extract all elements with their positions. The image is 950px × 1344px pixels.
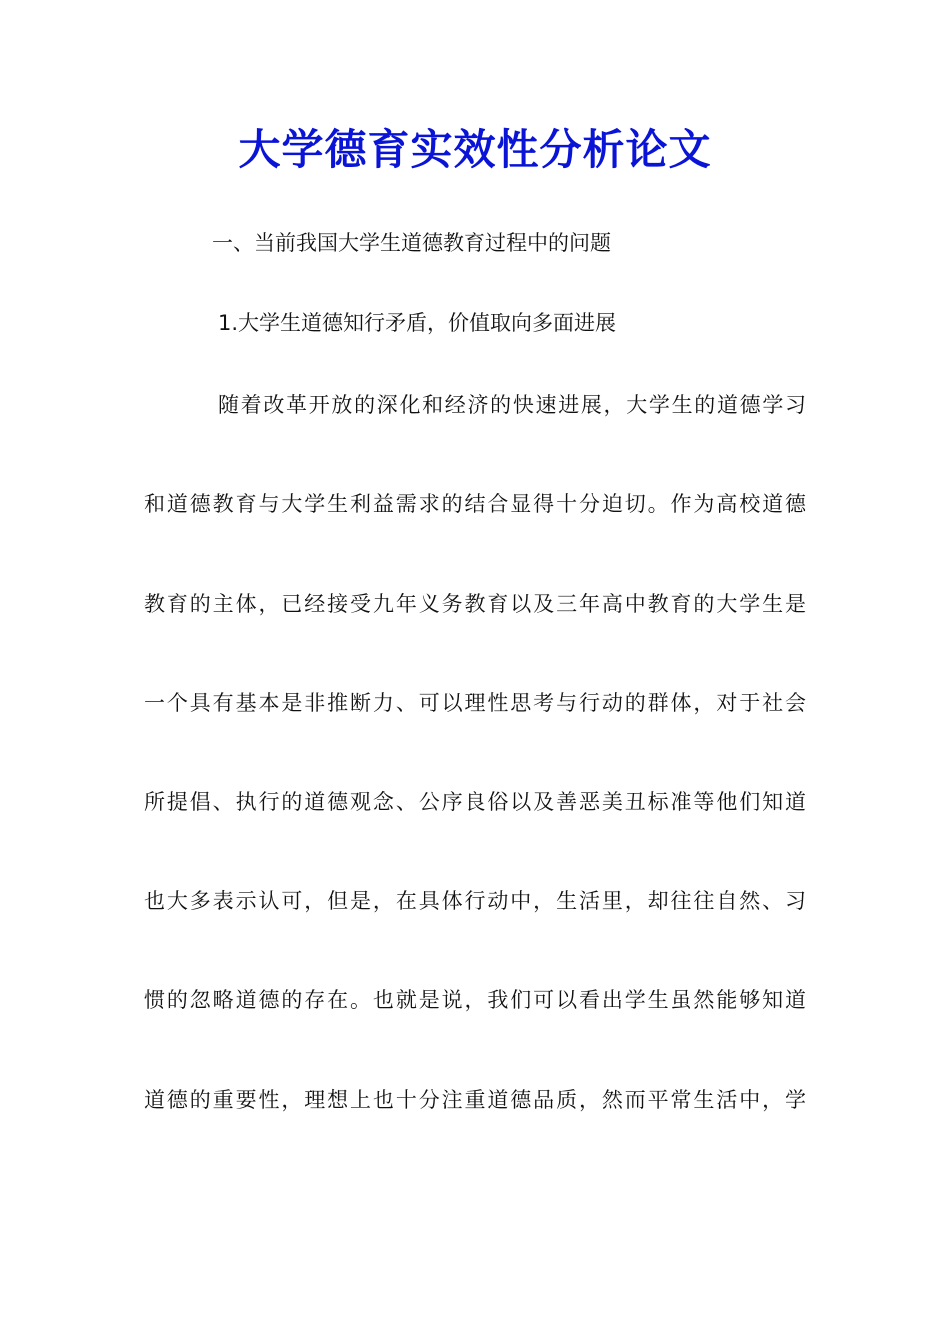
paragraph-line: 道德的重要性，理想上也十分注重道德品质，然而平常生活中，学 <box>144 1088 806 1112</box>
section-heading: 一、当前我国大学生道德教育过程中的问题 <box>212 231 611 255</box>
paragraph-line: 教育的主体，已经接受九年义务教育以及三年高中教育的大学生是 <box>144 592 806 616</box>
paragraph-line: 也大多表示认可，但是，在具体行动中，生活里，却往往自然、习 <box>144 889 806 913</box>
paragraph-line: 一个具有基本是非推断力、可以理性思考与行动的群体，对于社会 <box>144 691 806 715</box>
subsection-heading: 1.大学生道德知行矛盾，价值取向多面进展 <box>218 311 617 335</box>
document-title: 大学德育实效性分析论文 <box>238 125 712 174</box>
paragraph-line: 随着改革开放的深化和经济的快速进展，大学生的道德学习 <box>218 393 806 417</box>
paragraph-line: 和道德教育与大学生利益需求的结合显得十分迫切。作为高校道德 <box>144 492 806 516</box>
paragraph-line: 所提倡、执行的道德观念、公序良俗以及善恶美丑标准等他们知道 <box>144 790 806 814</box>
paragraph-line: 惯的忽略道德的存在。也就是说，我们可以看出学生虽然能够知道 <box>144 988 806 1012</box>
